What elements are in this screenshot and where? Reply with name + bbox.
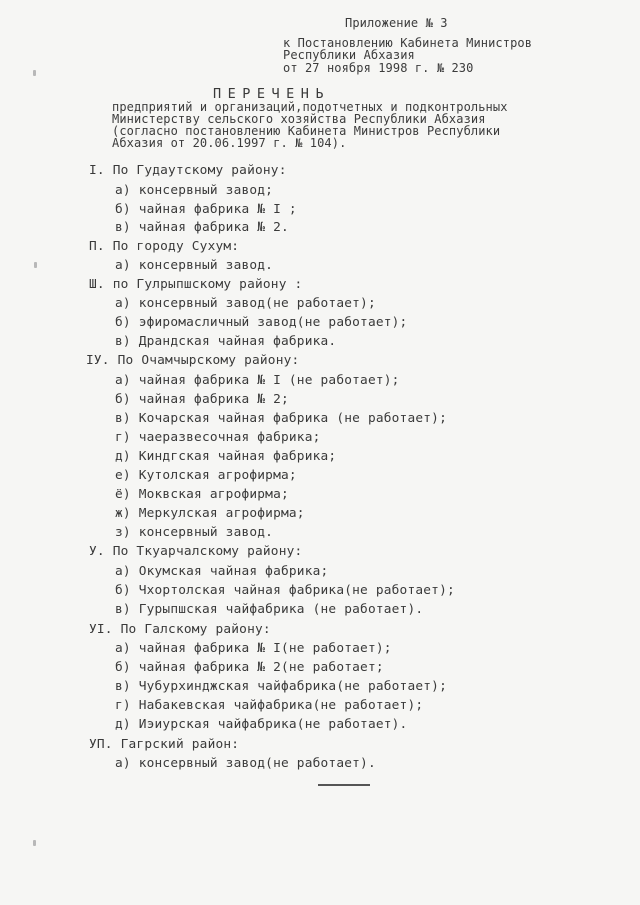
- binder-mark: [34, 262, 37, 268]
- section-heading: УI. По Галскому району:: [89, 622, 271, 637]
- binder-mark: [33, 70, 36, 76]
- list-item: з) консервный завод.: [115, 525, 274, 540]
- section-heading: IУ. По Очамчырскому району:: [86, 353, 300, 368]
- list-item: б) чайная фабрика № I ;: [115, 202, 297, 217]
- section-heading: Ш. по Гулрыпшскому району :: [89, 277, 303, 292]
- section-heading: УП. Гагрский район:: [89, 737, 240, 752]
- list-item: в) Драндская чайная фабрика.: [115, 334, 337, 349]
- list-item: г) чаеразвесочная фабрика;: [115, 430, 321, 445]
- intro-line-4: Абхазия от 20.06.1997 г. № 104).: [112, 136, 347, 150]
- list-item: а) консервный завод(не работает).: [115, 756, 376, 771]
- list-item: в) Гурыпшская чайфабрика (не работает).: [115, 602, 424, 617]
- list-item: д) Киндгская чайная фабрика;: [115, 449, 337, 464]
- document-title: ПЕРЕЧЕНЬ: [213, 86, 331, 102]
- section-heading: У. По Ткуарчалскому району:: [89, 544, 303, 559]
- list-item: а) консервный завод.: [115, 258, 274, 273]
- list-item: в) Чубурхинджская чайфабрика(не работает);: [115, 679, 447, 694]
- list-item: б) эфиромасличный завод(не работает);: [115, 315, 408, 330]
- list-item: а) чайная фабрика № I(не работает);: [115, 641, 392, 656]
- list-item: а) чайная фабрика № I (не работает);: [115, 373, 400, 388]
- list-item: б) чайная фабрика № 2(не работает;: [115, 660, 384, 675]
- list-item: а) консервный завод;: [115, 183, 274, 198]
- section-heading: П. По городу Сухум:: [89, 239, 240, 254]
- list-item: б) Чхортолская чайная фабрика(не работает);: [115, 583, 455, 598]
- resolution-date: от 27 ноября 1998 г. № 230: [283, 61, 474, 75]
- resolution-reference: к Постановлению Кабинета Министров: [283, 36, 533, 50]
- closing-rule: [318, 784, 370, 786]
- list-item: ж) Меркулская агрофирма;: [115, 506, 305, 521]
- list-item: в) чайная фабрика № 2.: [115, 220, 289, 235]
- list-item: д) Иэиурская чайфабрика(не работает).: [115, 717, 408, 732]
- list-item: б) чайная фабрика № 2;: [115, 392, 289, 407]
- list-item: г) Набакевская чайфабрика(не работает);: [115, 698, 424, 713]
- binder-mark: [33, 840, 36, 846]
- list-item: а) Окумская чайная фабрика;: [115, 564, 329, 579]
- intro-line-1: предприятий и организаций,подотчетных и подконтрольных: [112, 100, 508, 114]
- appendix-number: Приложение № 3: [345, 16, 448, 30]
- republic-name: Республики Абхазия: [283, 48, 415, 62]
- section-heading: I. По Гудаутскому району:: [89, 163, 287, 178]
- list-item: а) консервный завод(не работает);: [115, 296, 376, 311]
- list-item: в) Кочарская чайная фабрика (не работает);: [115, 411, 447, 426]
- intro-line-2: Министерству сельского хозяйства Республики Абхазия: [112, 112, 486, 126]
- list-item: е) Кутолская агрофирма;: [115, 468, 297, 483]
- intro-line-3: (согласно постановлению Кабинета Министров Республики: [112, 124, 501, 138]
- list-item: ё) Моквская агрофирма;: [115, 487, 289, 502]
